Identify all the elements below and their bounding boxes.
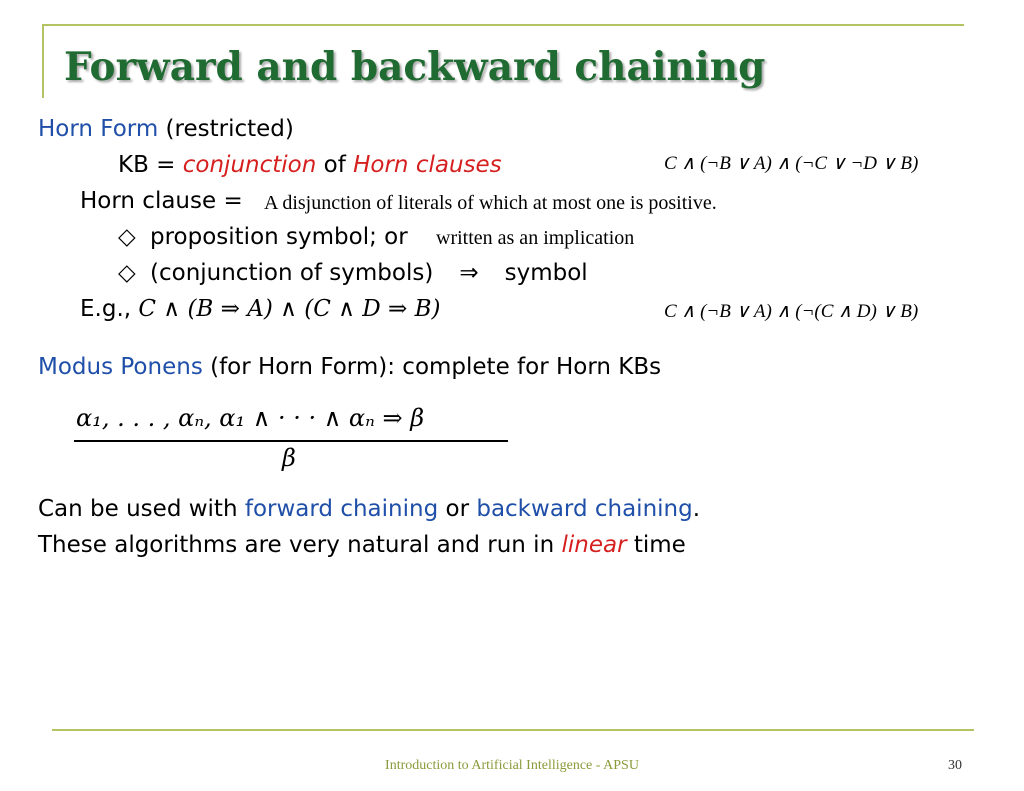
option2-right: symbol — [504, 260, 588, 286]
rule-bar — [74, 440, 508, 442]
modus-ponens-label: Modus Ponens — [38, 354, 203, 380]
linear-word: linear — [561, 532, 627, 558]
horn-form-label: Horn Form — [38, 116, 159, 142]
slide-footer: Introduction to Artificial Intelligence - APSU — [385, 758, 639, 773]
formula-cnf: C ∧ (¬B ∨ A) ∧ (¬C ∨ ¬D ∨ B) — [664, 153, 919, 174]
modus-ponens-heading — [38, 354, 661, 380]
frame-top-rule — [42, 24, 964, 26]
kb-prefix: KB = — [118, 152, 183, 178]
frame-left-rule — [42, 24, 44, 98]
usage2-prefix: These algorithms are very natural and run in — [38, 532, 562, 558]
option1-label: proposition symbol; or — [150, 224, 408, 250]
horn-form-suffix: (restricted) — [158, 116, 294, 142]
usage-line-1 — [38, 496, 700, 522]
example-formula: C ∧ (B ⇒ A) ∧ (C ∧ D ⇒ B) — [138, 296, 441, 322]
kb-conjunction: conjunction — [182, 152, 317, 178]
kb-definition — [118, 152, 502, 178]
page-number: 30 — [948, 758, 962, 773]
rule-premises: α₁, . . . , αₙ, α₁ ∧ · · · ∧ αₙ ⇒ β — [76, 404, 425, 432]
usage-period: . — [692, 496, 701, 522]
backward-chaining: backward chaining — [476, 496, 693, 522]
example-line — [80, 296, 441, 322]
rule-conclusion: β — [282, 444, 296, 472]
usage2-suffix: time — [626, 532, 686, 558]
modus-ponens-suffix: (for Horn Form): complete for Horn KBs — [202, 354, 662, 380]
horn-form-heading — [38, 116, 294, 142]
option2-left: (conjunction of symbols) — [150, 260, 434, 286]
forward-chaining: forward chaining — [244, 496, 439, 522]
option1-note: written as an implication — [436, 227, 635, 249]
diamond-icon: ◇ — [118, 224, 136, 250]
slide-title: Forward and backward chaining — [64, 44, 766, 90]
formula-implication: C ∧ (¬B ∨ A) ∧ (¬(C ∧ D) ∨ B) — [664, 301, 919, 322]
diamond-icon: ◇ — [118, 260, 136, 286]
example-prefix: E.g., — [80, 296, 139, 322]
usage-line-2 — [38, 532, 686, 558]
option-proposition — [118, 224, 408, 250]
frame-bottom-rule — [52, 729, 974, 731]
usage-or: or — [438, 496, 477, 522]
kb-of: of — [316, 152, 354, 178]
horn-clause-label: Horn clause = — [80, 188, 243, 214]
horn-clause-note: A disjunction of literals of which at most one is positive. — [264, 192, 717, 214]
implies-arrow: ⇒ — [459, 260, 479, 286]
option-conjunction — [118, 260, 588, 286]
kb-horn-clauses: Horn clauses — [353, 152, 502, 178]
usage-prefix: Can be used with — [38, 496, 245, 522]
